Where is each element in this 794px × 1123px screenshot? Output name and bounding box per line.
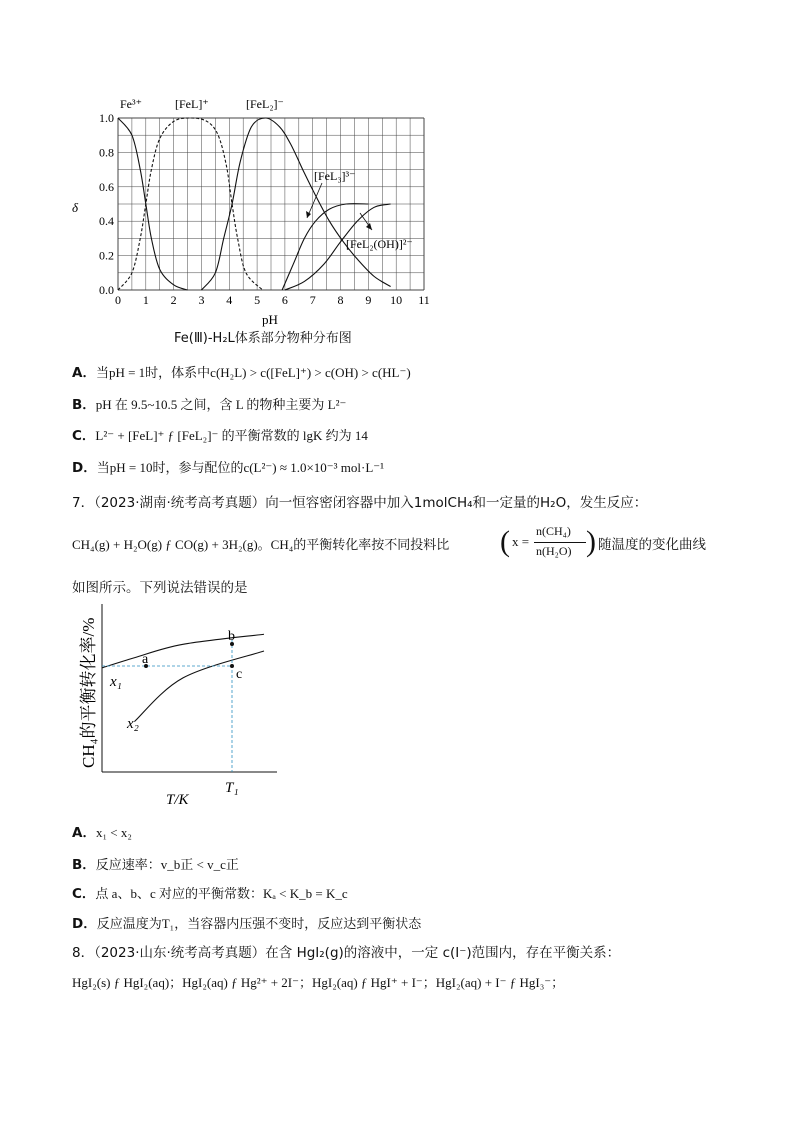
q7-heading: 7．（2023·湖南·统考高考真题）向一恒容密闭容器中加入1molCH₄和一定量的H₂O，发生反应： xyxy=(72,495,648,511)
label-fel2: [FeL₂]⁻ xyxy=(246,97,284,111)
x-tick-label: 9 xyxy=(365,293,372,307)
q7-ratio-fraction: ( x = n(CH₄) n(H₂O) ) xyxy=(500,524,596,558)
arrow-fel3-head xyxy=(306,211,311,218)
x-tick-label: 3 xyxy=(198,293,205,307)
arrow-fel2oh-head xyxy=(366,223,372,230)
point-c xyxy=(230,664,234,668)
x-axis-label: T/K xyxy=(166,792,189,808)
label-fel3: [FeL₃]³⁻ xyxy=(314,169,356,183)
x-tick-label: 10 xyxy=(390,293,403,307)
chart2-series-line-1 xyxy=(134,651,264,722)
x-tick-t1: T₁ xyxy=(225,780,239,796)
q6-option-d[interactable]: D．当pH = 10时，参与配位的c(L²⁻) ≈ 1.0×10⁻³ mol·L⁻¹ xyxy=(72,460,385,476)
x-tick-label: 4 xyxy=(226,293,233,307)
y-axis-label: CH₄的平衡转化率/% xyxy=(79,617,98,768)
point-b-label: b xyxy=(228,629,235,644)
q7-option-d[interactable]: D．反应温度为T₁，当容器内压强不变时，反应达到平衡状态 xyxy=(72,916,422,932)
q7-option-b[interactable]: B．反应速率：v_b正 < v_c正 xyxy=(72,857,239,873)
label-fe3: Fe³⁺ xyxy=(120,97,142,111)
x-tick-label: 5 xyxy=(254,293,261,307)
point-a-label: a xyxy=(142,652,149,667)
chart-grid xyxy=(118,118,424,290)
x-tick-label: 1 xyxy=(142,293,149,307)
label-fel2oh: [FeL₂(OH)]²⁻ xyxy=(346,237,413,251)
chart2-series-line-0 xyxy=(102,634,264,668)
x-tick-label: 8 xyxy=(337,293,344,307)
q8-equilibria: HgI₂(s) ƒ HgI₂(aq)；HgI₂(aq) ƒ Hg²⁺ + 2I⁻；HgI₂(aq) ƒ HgI⁺ + I⁻；HgI₂(aq) + I⁻ ƒ HgI₃⁻； xyxy=(72,975,565,990)
y-tick-label: 0.6 xyxy=(99,179,114,194)
y-tick-label: 0.2 xyxy=(99,248,114,263)
q7-option-a[interactable]: A．x₁ < x₂ xyxy=(72,825,132,841)
x-tick-label: 6 xyxy=(281,293,288,307)
label-fel: [FeL]⁺ xyxy=(175,97,209,111)
series-x2-label: x₂ xyxy=(127,716,139,732)
point-c-label: c xyxy=(236,667,243,682)
x-tick-label: 2 xyxy=(170,293,177,307)
q6-option-c[interactable]: C．L²⁻ + [FeL]⁺ ƒ [FeL₂]⁻ 的平衡常数的 lgK 约为 14 xyxy=(72,428,368,444)
q7-reaction: CH₄(g) + H₂O(g) ƒ CO(g) + 3H₂(g)。CH₄的平衡转化率按不同投料比 xyxy=(72,537,450,552)
conversion-chart xyxy=(72,600,282,810)
y-tick-label: 1.0 xyxy=(99,111,114,125)
q6-option-a[interactable]: A．当pH = 1时，体系中c(H₂L) > c([FeL]⁺) > c(OH) > c(HL⁻) xyxy=(72,365,411,381)
x-axis-label: pH xyxy=(262,312,278,327)
x-tick-label: 11 xyxy=(418,293,430,307)
y-axis-label: δ xyxy=(72,200,79,215)
q7-option-c[interactable]: C．点 a、b、c 对应的平衡常数：Kₐ < K_b = K_c xyxy=(72,886,348,902)
y-tick-label: 0.0 xyxy=(99,283,114,297)
q8-heading: 8．（2023·山东·统考高考真题）在含 HgI₂(g)的溶液中，一定 c(I⁻)范围内，存在平衡关系： xyxy=(72,945,621,961)
speciation-chart xyxy=(60,88,460,328)
q7-equation-tail: 随温度的变化曲线 xyxy=(598,537,706,553)
arrow-fel3 xyxy=(307,183,322,218)
chart1-caption: Fe(Ⅲ)-H₂L体系部分物种分布图 xyxy=(174,331,352,346)
q6-option-b[interactable]: B．pH 在 9.5~10.5 之间，含 L 的物种主要为 L²⁻ xyxy=(72,397,347,413)
y-tick-label: 0.8 xyxy=(99,145,114,160)
q7-prompt: 如图所示。下列说法错误的是 xyxy=(72,580,248,596)
x-tick-label: 0 xyxy=(115,293,121,307)
series-x1-label: x₁ xyxy=(110,674,122,690)
q7-equation-line xyxy=(72,536,449,554)
x-tick-label: 7 xyxy=(309,293,316,307)
chart-tick-labels xyxy=(99,111,430,307)
y-tick-label: 0.4 xyxy=(99,214,114,229)
